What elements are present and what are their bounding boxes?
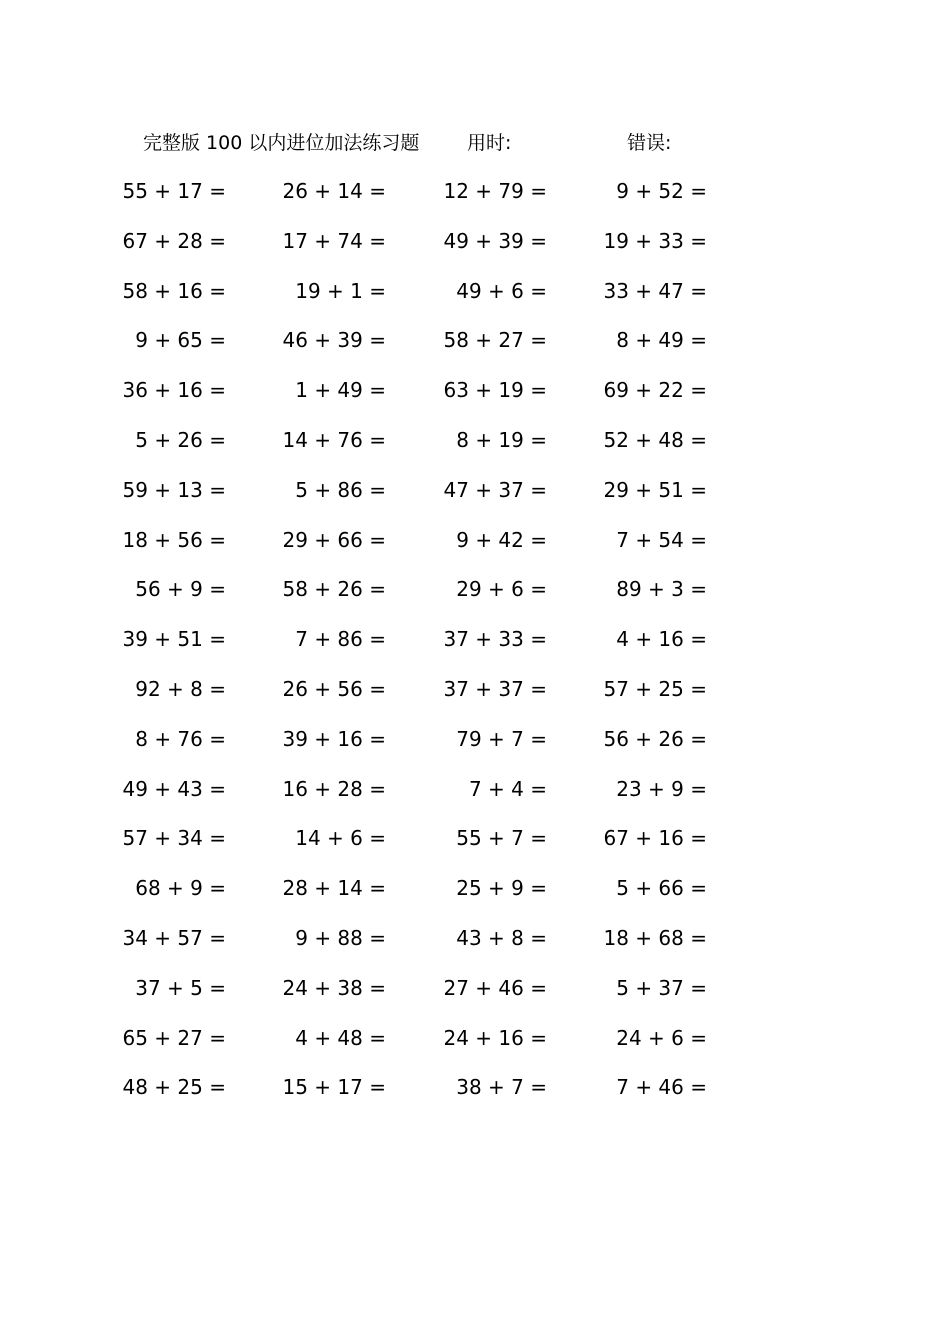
worksheet-header: [0, 128, 950, 158]
addition-problem: 63 + 19 =: [443, 378, 547, 403]
addition-problem: 59 + 13 =: [122, 477, 226, 502]
problem-row: [0, 574, 950, 624]
addition-problem: 67 + 16 =: [603, 826, 707, 851]
addition-problem: 37 + 37 =: [443, 676, 547, 701]
addition-problem: 47 + 37 =: [443, 477, 547, 502]
addition-problem: 49 + 39 =: [443, 228, 547, 253]
addition-problem: 16 + 28 =: [282, 776, 386, 801]
problem-row: [0, 624, 950, 674]
addition-problem: 56 + 9 =: [135, 577, 226, 602]
addition-problem: 49 + 43 =: [122, 776, 226, 801]
addition-problem: 57 + 25 =: [603, 676, 707, 701]
addition-problem: 46 + 39 =: [282, 328, 386, 353]
addition-problem: 19 + 1 =: [295, 278, 386, 303]
addition-problem: 58 + 26 =: [282, 577, 386, 602]
problem-grid: [0, 176, 950, 1122]
problem-row: [0, 1072, 950, 1122]
addition-problem: 38 + 7 =: [456, 1075, 547, 1100]
problem-row: [0, 375, 950, 425]
addition-problem: 69 + 22 =: [603, 378, 707, 403]
addition-problem: 1 + 49 =: [295, 378, 386, 403]
problem-row: [0, 475, 950, 525]
addition-problem: 52 + 48 =: [603, 427, 707, 452]
addition-problem: 39 + 16 =: [282, 726, 386, 751]
addition-problem: 7 + 54 =: [616, 527, 707, 552]
addition-problem: 26 + 56 =: [282, 676, 386, 701]
addition-problem: 24 + 6 =: [616, 1025, 707, 1050]
problem-row: [0, 425, 950, 475]
addition-problem: 14 + 76 =: [282, 427, 386, 452]
addition-problem: 55 + 7 =: [456, 826, 547, 851]
addition-problem: 18 + 56 =: [122, 527, 226, 552]
problem-row: [0, 525, 950, 575]
addition-problem: 26 + 14 =: [282, 179, 386, 203]
addition-problem: 34 + 57 =: [122, 925, 226, 950]
addition-problem: 65 + 27 =: [122, 1025, 226, 1050]
addition-problem: 89 + 3 =: [616, 577, 707, 602]
addition-problem: 5 + 86 =: [295, 477, 386, 502]
addition-problem: 48 + 25 =: [122, 1075, 226, 1100]
addition-problem: 24 + 16 =: [443, 1025, 547, 1050]
addition-problem: 25 + 9 =: [456, 876, 547, 901]
addition-problem: 8 + 76 =: [135, 726, 226, 751]
addition-problem: 43 + 8 =: [456, 925, 547, 950]
problem-row: [0, 873, 950, 923]
addition-problem: 58 + 16 =: [122, 278, 226, 303]
problem-row: [0, 176, 950, 226]
addition-problem: 7 + 4 =: [468, 776, 547, 801]
problem-row: [0, 276, 950, 326]
addition-problem: 14 + 6 =: [295, 826, 386, 851]
addition-problem: 5 + 26 =: [135, 427, 226, 452]
addition-problem: 9 + 42 =: [456, 527, 547, 552]
addition-problem: 4 + 16 =: [616, 627, 707, 652]
problem-row: [0, 226, 950, 276]
addition-problem: 12 + 79 =: [443, 179, 547, 203]
addition-problem: 92 + 8 =: [135, 676, 226, 701]
addition-problem: 79 + 7 =: [456, 726, 547, 751]
addition-problem: 8 + 19 =: [456, 427, 547, 452]
addition-problem: 29 + 51 =: [603, 477, 707, 502]
worksheet-title: 完整版 100 以内进位加法练习题: [143, 132, 420, 154]
addition-problem: 7 + 46 =: [616, 1075, 707, 1100]
addition-problem: 8 + 49 =: [616, 328, 707, 353]
addition-problem: 27 + 46 =: [443, 975, 547, 1000]
problem-row: [0, 674, 950, 724]
addition-problem: 15 + 17 =: [282, 1075, 386, 1100]
problem-row: [0, 724, 950, 774]
addition-problem: 9 + 88 =: [295, 925, 386, 950]
addition-problem: 37 + 33 =: [443, 627, 547, 652]
addition-problem: 49 + 6 =: [456, 278, 547, 303]
addition-problem: 17 + 74 =: [282, 228, 386, 253]
error-label: 错误:: [627, 132, 672, 154]
addition-problem: 56 + 26 =: [603, 726, 707, 751]
addition-problem: 5 + 37 =: [616, 975, 707, 1000]
addition-problem: 29 + 6 =: [456, 577, 547, 602]
addition-problem: 28 + 14 =: [282, 876, 386, 901]
problem-row: [0, 923, 950, 973]
addition-problem: 5 + 66 =: [616, 876, 707, 901]
problem-row: [0, 973, 950, 1023]
time-label: 用时:: [467, 132, 512, 154]
addition-problem: 24 + 38 =: [282, 975, 386, 1000]
addition-problem: 55 + 17 =: [122, 179, 226, 203]
addition-problem: 57 + 34 =: [122, 826, 226, 851]
addition-problem: 39 + 51 =: [122, 627, 226, 652]
problem-row: [0, 823, 950, 873]
addition-problem: 33 + 47 =: [603, 278, 707, 303]
addition-problem: 9 + 52 =: [616, 179, 707, 203]
problem-row: [0, 774, 950, 824]
addition-problem: 68 + 9 =: [135, 876, 226, 901]
problem-row: [0, 1023, 950, 1073]
addition-problem: 67 + 28 =: [122, 228, 226, 253]
addition-problem: 18 + 68 =: [603, 925, 707, 950]
addition-problem: 7 + 86 =: [295, 627, 386, 652]
addition-problem: 37 + 5 =: [135, 975, 226, 1000]
addition-problem: 4 + 48 =: [295, 1025, 386, 1050]
addition-problem: 23 + 9 =: [616, 776, 707, 801]
addition-problem: 36 + 16 =: [122, 378, 226, 403]
addition-problem: 29 + 66 =: [282, 527, 386, 552]
addition-problem: 9 + 65 =: [135, 328, 226, 353]
problem-row: [0, 325, 950, 375]
addition-problem: 19 + 33 =: [603, 228, 707, 253]
addition-problem: 58 + 27 =: [443, 328, 547, 353]
